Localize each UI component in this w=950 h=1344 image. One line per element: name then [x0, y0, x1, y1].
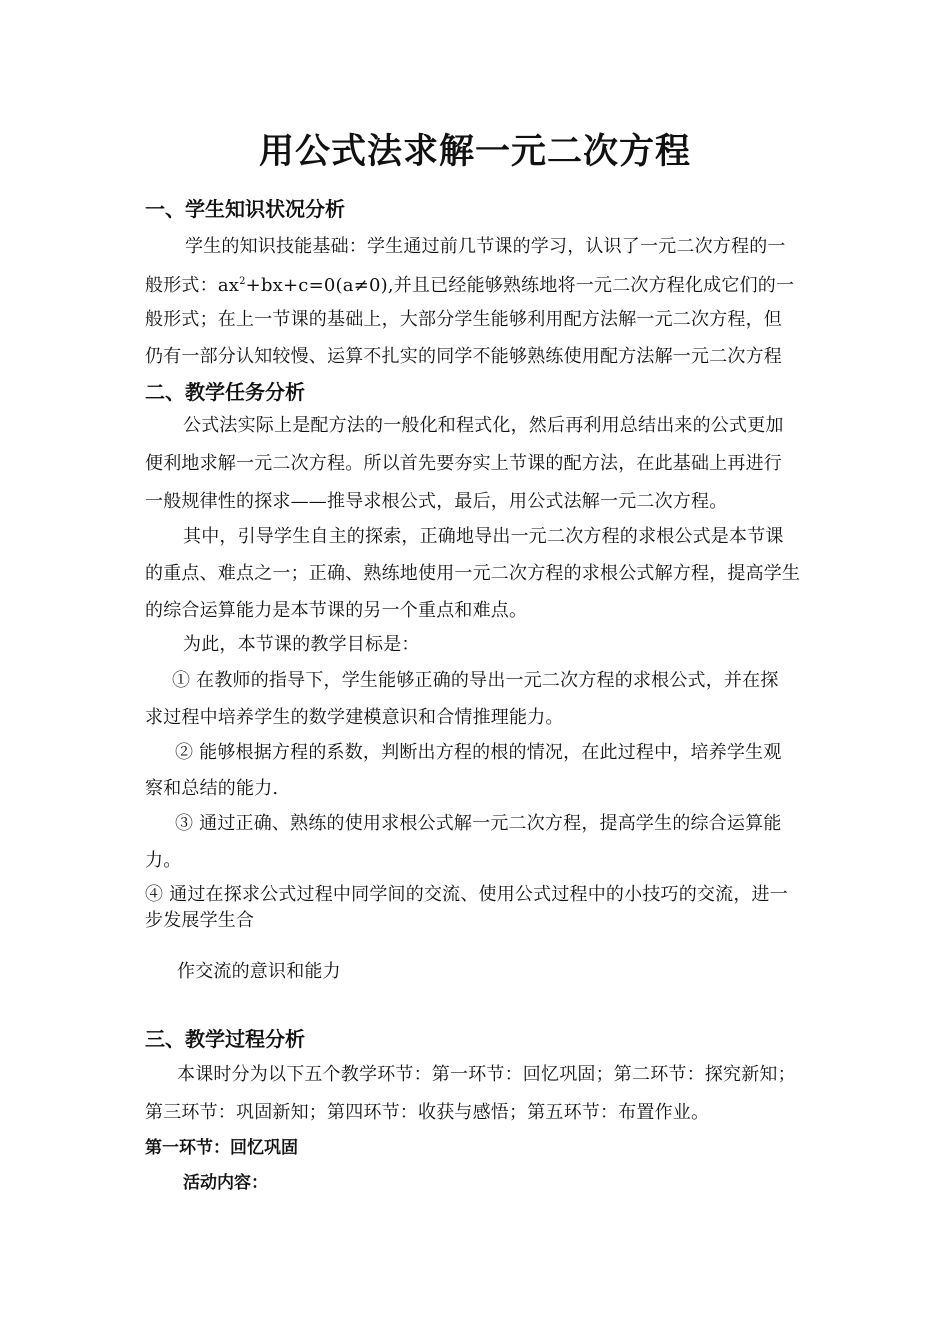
goal1-line1: ① 在教师的指导下，学生能够正确的导出一元二次方程的求根公式，并在探 — [172, 670, 779, 691]
section2-p3: 为此，本节课的教学目标是： — [183, 634, 420, 655]
goal3-line2: 力。 — [145, 850, 182, 871]
section3-p1-line1: 本课时分为以下五个教学环节：第一环节：回忆巩固；第二环节：探究新知； — [177, 1064, 796, 1085]
goal3-line1: ③ 通过正确、熟练的使用求根公式解一元二次方程，提高学生的综合运算能 — [175, 813, 782, 834]
section2-p1-line1: 公式法实际上是配方法的一般化和程式化，然后再利用总结出来的公式更加 — [183, 415, 784, 436]
step1-heading: 第一环节：回忆巩固 — [145, 1138, 298, 1158]
section2-p2-line2: 的重点、难点之一；正确、熟练地使用一元二次方程的求根公式解方程，提高学生 — [145, 563, 801, 584]
goal4-line2: 步发展学生合 — [145, 910, 255, 931]
section1-heading: 一、学生知识状况分析 — [145, 197, 345, 221]
section2-heading: 二、教学任务分析 — [145, 380, 305, 404]
section1-line2-prefix: 般形式： — [145, 275, 218, 296]
section3-p1-line2: 第三环节：巩固新知；第四环节：收获与感悟；第五环节：布置作业。 — [145, 1102, 710, 1123]
formula-exponent: 2 — [239, 276, 246, 287]
section1-line3: 般形式；在上一节课的基础上，大部分学生能够利用配方法解一元二次方程，但 — [145, 309, 782, 330]
goal2-line2: 察和总结的能力. — [145, 778, 279, 799]
section1-line2 — [145, 271, 794, 297]
goal4-line1: ④ 通过在探求公式过程中同学间的交流、使用公式过程中的小技巧的交流，进一 — [145, 884, 788, 905]
section2-p2-line1: 其中，引导学生自主的探索，正确地导出一元二次方程的求根公式是本节课 — [183, 526, 784, 547]
goal1-line2: 求过程中培养学生的数学建模意识和合情推理能力。 — [145, 707, 564, 728]
section2-p2-line3: 的综合运算能力是本节课的另一个重点和难点。 — [145, 600, 528, 621]
activity-label: 活动内容： — [183, 1173, 268, 1193]
formula-ax: ax — [217, 275, 240, 296]
document-title: 用公式法求解一元二次方程 — [258, 132, 691, 172]
section2-p1-line2: 便利地求解一元二次方程。所以首先要夯实上节课的配方法，在此基础上再进行 — [145, 453, 782, 474]
section1-line2-suffix: ,并且已经能够熟练地将一元二次方程化成它们的一 — [387, 275, 795, 296]
section1-line1: 学生的知识技能基础：学生通过前几节课的学习，认识了一元二次方程的一 — [185, 236, 786, 257]
formula-rest: +bx+c=0(a≠0) — [245, 275, 388, 296]
section2-p1-line3: 一般规律性的探求——推导求根公式，最后，用公式法解一元二次方程。 — [145, 491, 728, 512]
goal2-line1: ② 能够根据方程的系数，判断出方程的根的情况，在此过程中，培养学生观 — [175, 742, 782, 763]
section1-line4: 仍有一部分认知较慢、运算不扎实的同学不能够熟练使用配方法解一元二次方程 — [145, 346, 782, 367]
goal4-line3: 作交流的意识和能力 — [177, 961, 341, 982]
section3-heading: 三、教学过程分析 — [145, 1027, 305, 1051]
